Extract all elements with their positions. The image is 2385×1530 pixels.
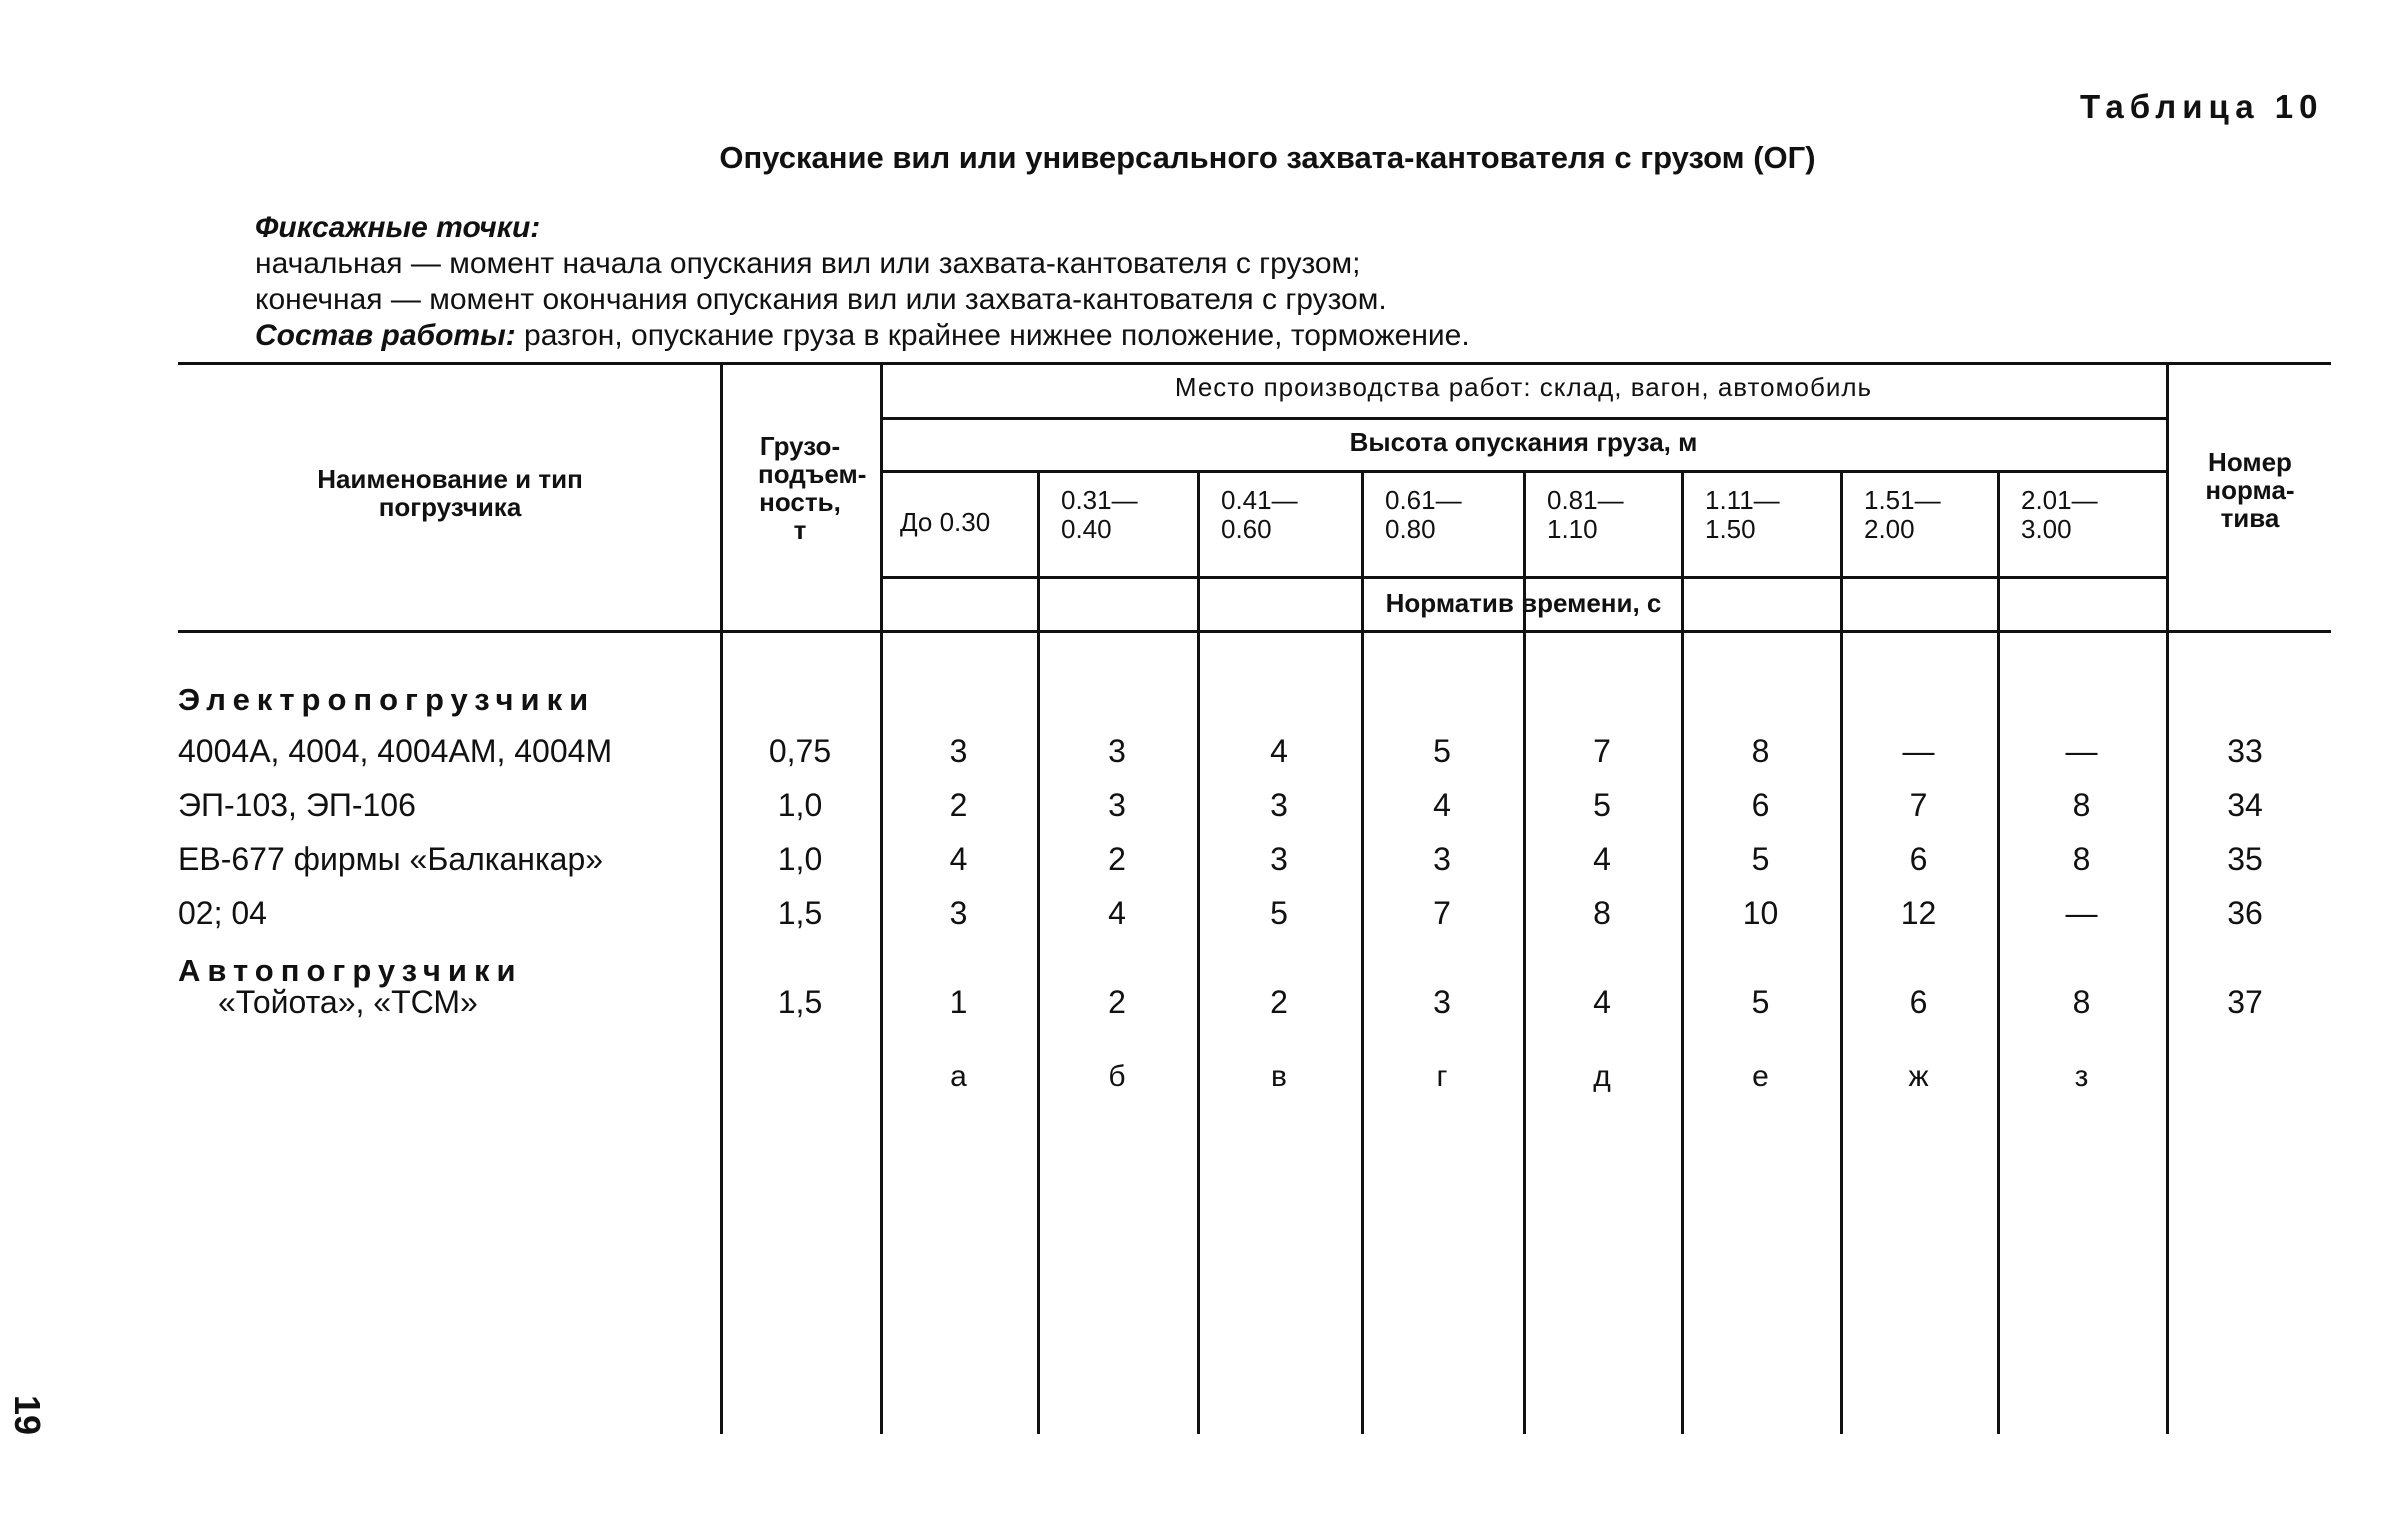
norm-time-value: — <box>2065 733 2098 769</box>
row-loader-name: 02; 04 <box>178 895 267 931</box>
norm-time-value: 3 <box>949 895 968 931</box>
norm-time-value: 3 <box>949 733 968 769</box>
norm-time-value: — <box>2065 895 2098 931</box>
column-letter: ж <box>1908 1060 1929 1093</box>
norm-time-value: 2 <box>949 787 968 823</box>
norm-time-value: 6 <box>1751 787 1770 823</box>
range-header: 0.61— 0.80 <box>1385 485 1462 544</box>
group-electric: Электропогрузчики <box>178 682 596 717</box>
row-loader-name: «Тойота», «ТСМ» <box>218 984 478 1020</box>
values-right-rule <box>2166 362 2169 1434</box>
capacity-column-header: Грузо-подъем-ность, т <box>758 431 867 545</box>
norm-time-value: 5 <box>1751 841 1770 877</box>
column-letter: в <box>1271 1060 1287 1093</box>
row-loader-name: 4004А, 4004, 4004АМ, 4004М <box>178 733 613 769</box>
page-number: 19 <box>7 1395 48 1436</box>
composition-text: разгон, опускание груза в крайнее нижнее положение, торможение. <box>515 319 1470 352</box>
norm-time-value: 8 <box>2072 787 2091 823</box>
norm-time-value: 2 <box>1108 984 1126 1020</box>
norm-time-value: 8 <box>2072 984 2091 1020</box>
range-header: 0.81— 1.10 <box>1547 485 1624 544</box>
row-norm-number: 33 <box>2227 733 2263 769</box>
place-bottom-rule <box>880 417 2167 420</box>
norm-time-value: 1 <box>949 984 968 1020</box>
row-norm-number: 37 <box>2227 984 2263 1020</box>
fix-start-text: начальная — момент начала опускания вил или захвата-кантователя с грузом; <box>255 247 1361 280</box>
fix-end-text: конечная — момент окончания опускания вил или захвата-кантователя с грузом. <box>255 283 1387 316</box>
name-column-header: Наименование и тип погрузчика <box>317 464 583 522</box>
column-letter: б <box>1108 1060 1126 1093</box>
norm-time-value: — <box>1902 733 1935 769</box>
column-letter: г <box>1436 1060 1448 1093</box>
fix-points-label: Фиксажные точки: <box>255 211 541 244</box>
table-title: Опускание вил или универсального захвата-кантователя с грузом (ОГ) <box>719 140 1816 175</box>
composition-label: Состав работы: <box>255 319 516 352</box>
norm-time-value: 4 <box>1433 787 1451 823</box>
row-norm-number: 34 <box>2227 787 2263 823</box>
range-header: 0.41— 0.60 <box>1221 485 1298 544</box>
row-norm-number: 36 <box>2227 895 2263 931</box>
values-left-rule <box>880 362 883 1434</box>
norm-time-header: Норматив времени, с <box>1385 588 1662 618</box>
norm-time-value: 5 <box>1593 787 1611 823</box>
norm-time-value: 4 <box>1270 733 1288 769</box>
norm-time-value: 2 <box>1270 984 1288 1020</box>
column-letter: е <box>1752 1060 1769 1093</box>
range-header: До 0.30 <box>900 507 991 537</box>
norm-time-value: 10 <box>1742 895 1779 931</box>
norm-time-value: 4 <box>1593 841 1611 877</box>
row-loader-name: ЭП-103, ЭП-106 <box>178 787 416 823</box>
norm-time-value: 3 <box>1270 841 1288 877</box>
row-capacity: 0,75 <box>768 733 832 769</box>
range-header: 0.31— 0.40 <box>1061 485 1138 544</box>
norm-time-value: 3 <box>1108 733 1126 769</box>
norm-time-value: 5 <box>1751 984 1770 1020</box>
norm-time-value: 5 <box>1433 733 1451 769</box>
table-label: Таблица 10 <box>2080 88 2324 125</box>
norm-time-value: 6 <box>1909 984 1928 1020</box>
group-auto: Автопогрузчики <box>178 953 523 988</box>
header-bottom-rule <box>178 630 2331 633</box>
norm-time-value: 8 <box>1593 895 1611 931</box>
norm-time-value: 7 <box>1593 733 1611 769</box>
row-capacity: 1,5 <box>777 984 823 1020</box>
row-loader-name: ЕВ-677 фирмы «Балканкар» <box>178 841 604 877</box>
table-top-rule <box>178 362 2331 365</box>
norm-time-value: 7 <box>1433 895 1451 931</box>
norm-time-value: 3 <box>1108 787 1126 823</box>
norm-time-value: 4 <box>1593 984 1611 1020</box>
place-header: Место производства работ: склад, вагон, автомобиль <box>1174 372 1873 402</box>
norm-time-value: 3 <box>1270 787 1288 823</box>
norm-time-value: 8 <box>2072 841 2091 877</box>
norm-time-value: 4 <box>1108 895 1126 931</box>
range-header: 2.01— 3.00 <box>2021 485 2098 544</box>
range-header: 1.51— 2.00 <box>1864 485 1941 544</box>
column-letter: а <box>950 1060 967 1093</box>
norm-time-value: 5 <box>1270 895 1288 931</box>
height-header: Высота опускания груза, м <box>1349 427 1698 457</box>
row-capacity: 1,5 <box>777 895 823 931</box>
notes-block <box>255 210 1470 354</box>
row-capacity: 1,0 <box>777 841 823 877</box>
norm-time-value: 3 <box>1433 841 1451 877</box>
norm-number-header: Номер норма-тива <box>2205 447 2295 533</box>
row-norm-number: 35 <box>2227 841 2263 877</box>
norm-time-value: 6 <box>1909 841 1928 877</box>
norm-time-value: 12 <box>1900 895 1937 931</box>
norm-time-value: 7 <box>1909 787 1928 823</box>
range-header: 1.11— 1.50 <box>1705 485 1780 544</box>
norm-time-value: 8 <box>1751 733 1770 769</box>
row-capacity: 1,0 <box>777 787 823 823</box>
norm-time-value: 3 <box>1433 984 1451 1020</box>
column-letter: д <box>1593 1060 1611 1093</box>
norm-time-value: 2 <box>1108 841 1126 877</box>
composition-line <box>255 318 1470 354</box>
column-letter: з <box>2074 1060 2089 1093</box>
norm-time-value: 4 <box>949 841 968 877</box>
